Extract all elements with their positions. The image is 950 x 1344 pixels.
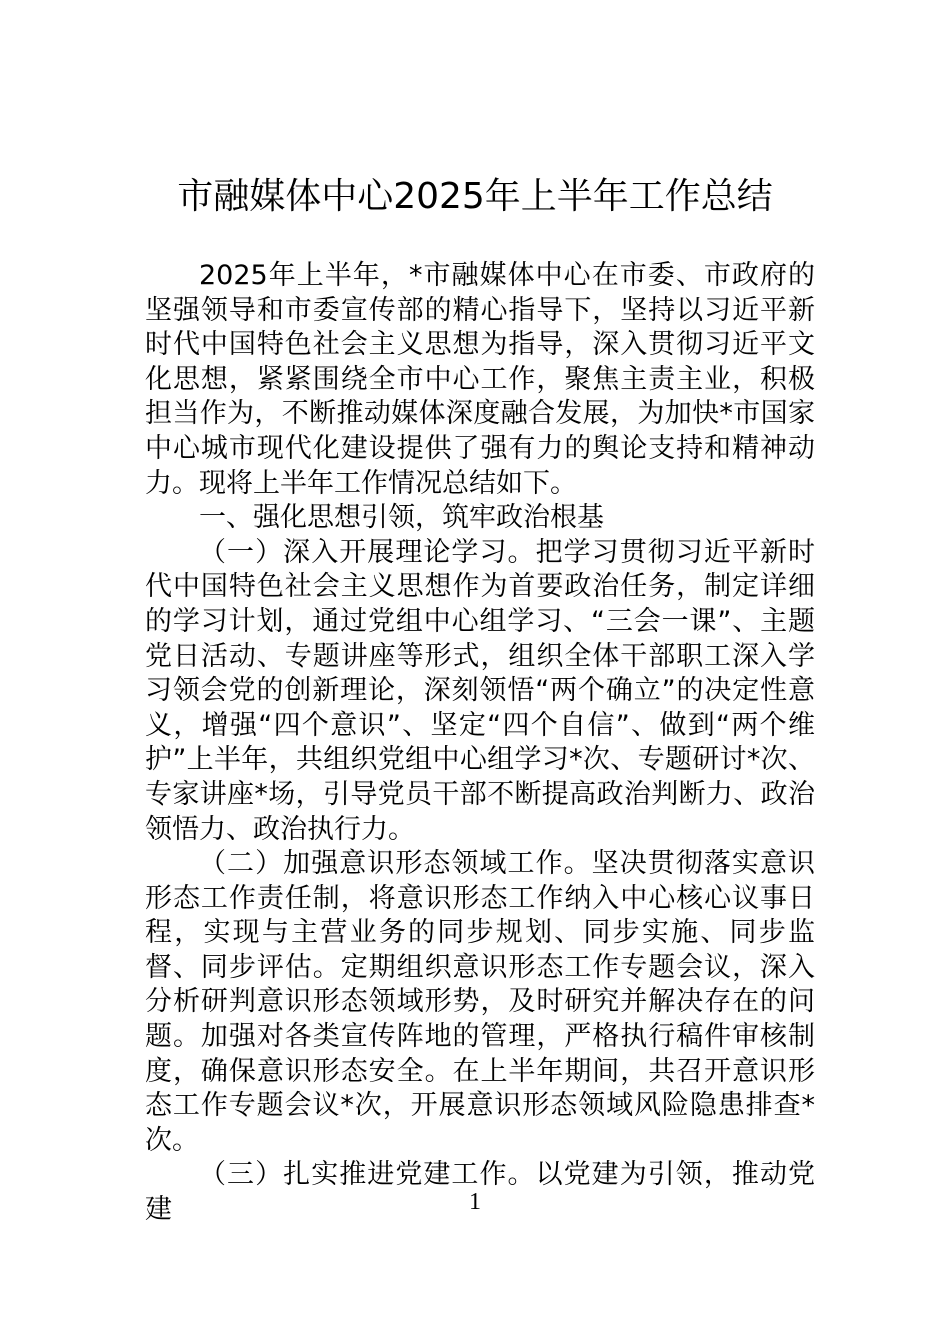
- section-heading: 一、强化思想引领，筑牢政治根基: [199, 502, 604, 534]
- page-number: 1: [469, 1189, 481, 1215]
- document-title: 市融媒体中心2025年上半年工作总结: [177, 176, 773, 217]
- body-paragraph: （三）扎实推进党建工作。以党建为引领，推动党建: [145, 1159, 815, 1226]
- body-paragraph: （一）深入开展理论学习。把学习贯彻习近平新时代中国特色社会主义思想作为首要政治任务，制定详细的学习计划，通过党组中心组学习、“三会一课”、主题党日活动、专题讲座等形式，组织全体干部职工深入学习领会党的创新理论，深刻领悟“两个确立”的决定性意义，增强“四个意识”、坚定“四个自信”、做到“两个维护”上半年，共组织党组中心组学习*次、专题研讨*次、专家讲座*场，引导党员干部不断提高政治判断力、政治领悟力、政治执行力。: [145, 536, 815, 845]
- document-body: [145, 259, 815, 1228]
- body-paragraph: （二）加强意识形态领域工作。坚决贯彻落实意识形态工作责任制，将意识形态工作纳入中心核心议事日程，实现与主营业务的同步规划、同步实施、同步监督、同步评估。定期组织意识形态工作专题会议，深入分析研判意识形态领域形势，及时研究并解决存在的问题。加强对各类宣传阵地的管理，严格执行稿件审核制度，确保意识形态安全。在上半年期间，共召开意识形态工作专题会议*次，开展意识形态领域风险隐患排查*次。: [145, 848, 815, 1156]
- intro-paragraph: 2025年上半年，*市融媒体中心在市委、市政府的坚强领导和市委宣传部的精心指导下，坚持以习近平新时代中国特色社会主义思想为指导，深入贯彻习近平文化思想，紧紧围绕全市中心工作，聚焦主责主业，积极担当作为，不断推动媒体深度融合发展，为加快*市国家中心城市现代化建设提供了强有力的舆论支持和精神动力。现将上半年工作情况总结如下。: [145, 260, 815, 499]
